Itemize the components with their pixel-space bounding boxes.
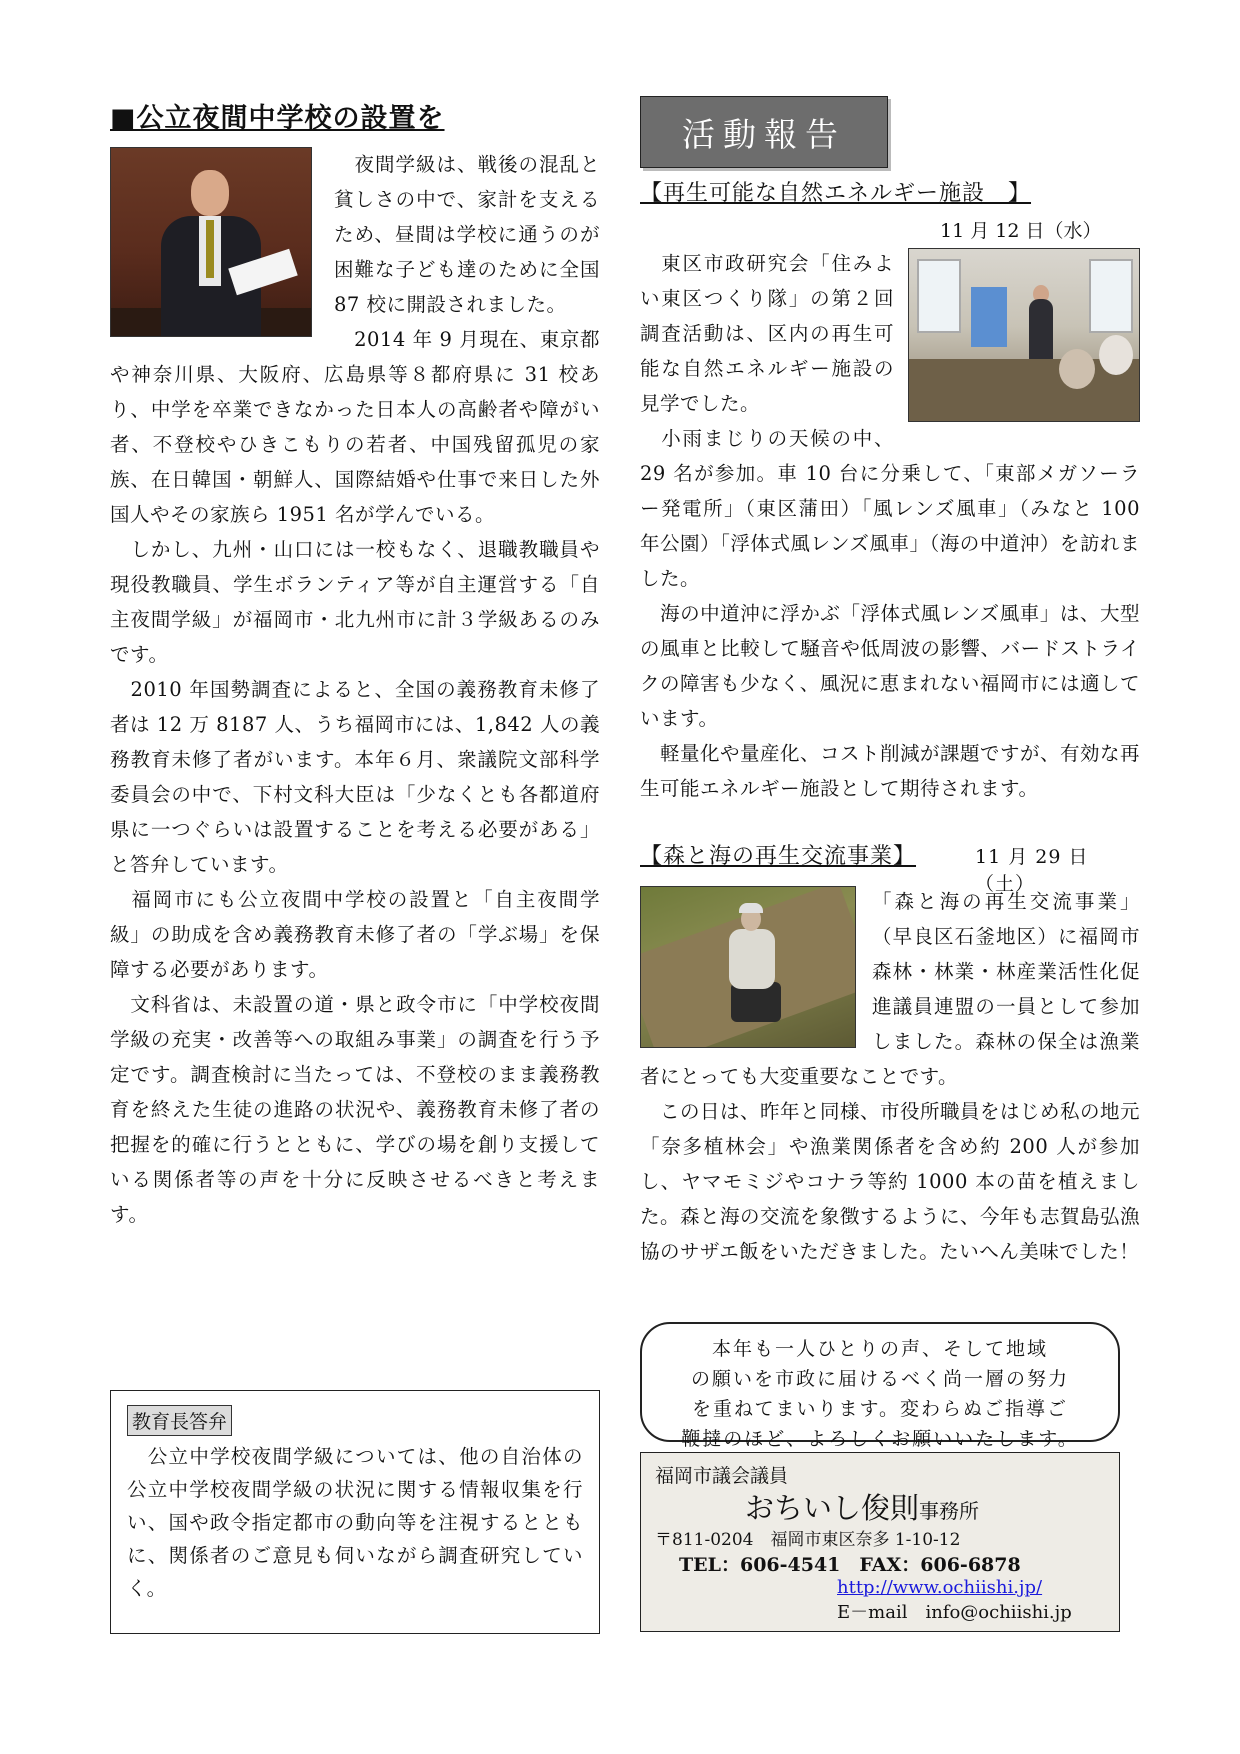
article-paragraph: しかし、九州・山口には一校もなく、退職教職員や現役教職員、学生ボランティア等が自主運営する「自主夜間学級」が福岡市・北九州市に計３学級あるのみです。 <box>110 538 600 666</box>
meeting-photo <box>908 248 1140 422</box>
section1-paragraph: 小雨まじりの天候の中、29 名が参加。車 10 台に分乗して、「東部メガソーラー発電所」（東区蒲田）「風レンズ風車」（みなと 100 年公園）「浮体式風レンズ風車」（海の中道沖）を訪れました。 <box>640 427 1140 590</box>
office-tel-fax: TEL：606-4541 FAX：606-6878 <box>679 1554 1021 1576</box>
closing-line: 本年も一人ひとりの声、そして地域 <box>711 1338 1048 1360</box>
office-name <box>745 1486 1105 1527</box>
section2-date: 11 月 29 日（土） <box>975 846 1089 895</box>
planting-photo <box>640 886 856 1048</box>
answer-label: 教育長答弁 <box>127 1405 232 1436</box>
answer-box <box>110 1390 600 1634</box>
office-url-link[interactable]: http://www.ochiishi.jp/ <box>837 1577 1043 1598</box>
report-title: 活動報告 <box>640 96 888 168</box>
section1-paragraph: 東区市政研究会「住みよい東区つくり隊」の第２回調査活動は、区内の再生可能な自然エネルギー施設の見学でした。 <box>640 252 894 415</box>
left-column <box>110 96 600 1232</box>
closing-line: 鞭撻のほど、よろしくお願いいたします。 <box>681 1428 1079 1450</box>
closing-message <box>640 1322 1120 1450</box>
article-paragraph: 文科省は、未設置の道・県と政令市に「中学校夜間学級の充実・改善等への取組み事業」の調査を行う予定です。調査検討に当たっては、不登校のまま義務教育を終えた生徒の進路の状況や、義務教育未修了者の把握を的確に行うとともに、学びの場を創り支援している関係者等の声を十分に反映させるべきと考えます。 <box>110 993 600 1226</box>
office-address: 〒811-0204 福岡市東区奈多 1-10-12 <box>655 1530 961 1550</box>
section2-paragraph: 「森と海の再生交流事業」（早良区石釜地区）に福岡市森林・林業・林産業活性化促進議員連盟の一員として参加しました。森林の保全は漁業者にとっても大変重要なことです。 <box>640 890 1140 1088</box>
article-paragraph: 2010 年国勢調査によると、全国の義務教育未修了者は 12 万 8187 人、うち福岡市には、1,842 人の義務教育未修了者がいます。本年６月、衆議院文部科学委員会の中で、下村文科大臣は「少なくとも各都道府県に一つぐらいは設置することを考える必要がある」と答弁しています。 <box>110 678 600 876</box>
office-email: E－mail info@ochiishi.jp <box>837 1602 1072 1623</box>
office-info <box>640 1452 1120 1632</box>
section1-body <box>640 246 1140 806</box>
section1-paragraph: 海の中道沖に浮かぶ「浮体式風レンズ風車」は、大型の風車と比較して騒音や低周波の影響、バードストライクの障害も少なく、風況に恵まれない福岡市には適しています。 <box>640 602 1140 730</box>
section1-paragraph: 軽量化や量産化、コスト削減が課題ですが、有効な再生可能エネルギー施設として期待されます。 <box>640 742 1141 800</box>
section1-heading: 【再生可能な自然エネルギー施設 】 <box>640 181 1032 206</box>
office-suffix: 事務所 <box>919 1499 980 1523</box>
office-role: 福岡市議会議員 <box>655 1465 789 1487</box>
answer-text: 公立中学校夜間学級については、他の自治体の公立中学校夜間学級の状況に関する情報収集を行い、国や政令指定都市の動向等を注視するとともに、関係者のご意見も伺いながら調査研究していく。 <box>127 1445 583 1600</box>
section2-heading <box>640 839 1130 895</box>
speaker-photo <box>110 147 312 337</box>
article-paragraph: 夜間学級は、戦後の混乱と貧しさの中で、家計を支えるため、昼間は学校に通うのが困難な子ども達のために全国 87 校に開設されました。 <box>334 153 600 316</box>
article-paragraph: 2014 年 9 月現在、東京都や神奈川県、大阪府、広島県等８都府県に 31 校あり、中学を卒業できなかった日本人の高齢者や障がい者、不登校やひきこもりの若者、中国残留孤児の家族、在日韓国・朝鮮人、国際結婚や仕事で来日した外国人やその家族ら 1951 名が学んでいる。 <box>110 328 600 526</box>
article-paragraph: 福岡市にも公立夜間中学校の設置と「自主夜間学級」の助成を含め義務教育未修了者の「学ぶ場」を保障する必要があります。 <box>110 888 600 981</box>
office-person-name: おちいし俊則 <box>745 1491 920 1525</box>
section2-title: 【森と海の再生交流事業】 <box>640 844 917 869</box>
article-heading: ■公立夜間中学校の設置を <box>110 103 445 134</box>
closing-line: の願いを市政に届けるべく尚一層の努力 <box>690 1368 1069 1390</box>
section2-paragraph: この日は、昨年と同様、市役所職員をはじめ私の地元「奈多植林会」や漁業関係者を含め約 200 人が参加し、ヤマモミジやコナラ等約 1000 本の苗を植えました。森と海の交流を象徴するように、今年も志賀島弘漁協のサザエ飯をいただきました。たいへん美味でした！ <box>640 1100 1141 1263</box>
closing-line: を重ねてまいります。変わらぬご指導ご <box>691 1398 1068 1420</box>
section1-date: 11 月 12 日（水） <box>940 220 1102 242</box>
section2-body <box>640 884 1140 1269</box>
